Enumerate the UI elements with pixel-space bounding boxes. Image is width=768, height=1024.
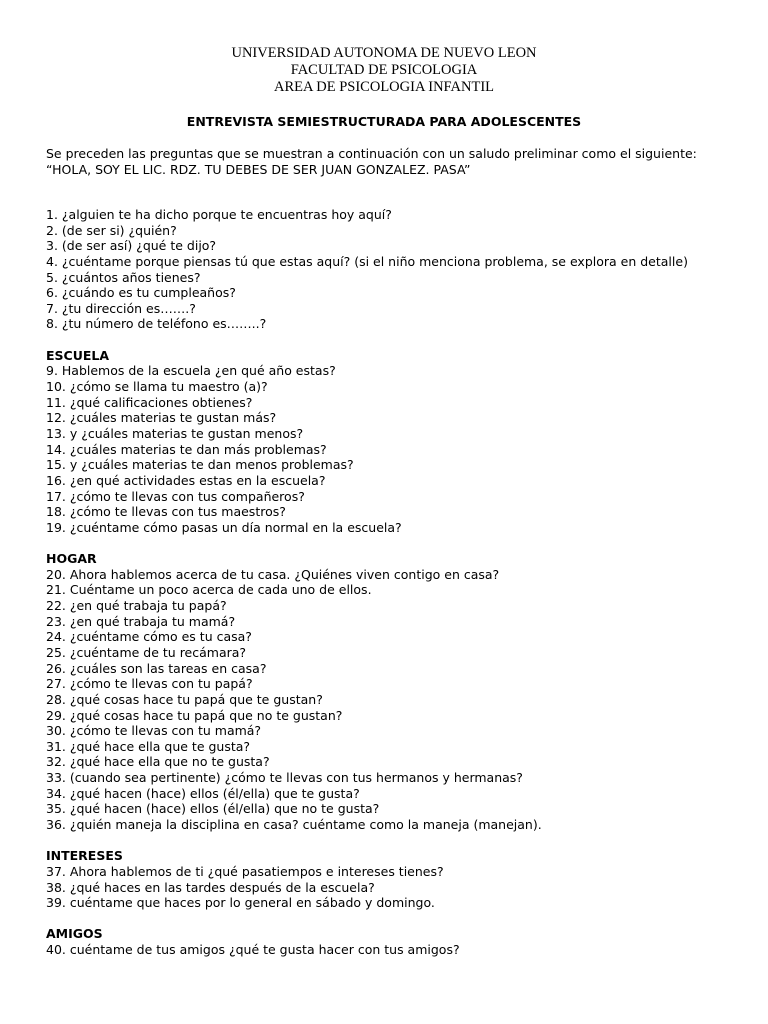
section-title-hogar: HOGAR — [46, 551, 97, 567]
section-spacer — [46, 911, 746, 927]
questions-list — [46, 207, 746, 958]
question-item: 4. ¿cuéntame porque piensas tú que estas aquí? (si el niño menciona problema, se explora en detalle) — [46, 253, 688, 269]
question-item: 21. Cuéntame un poco acerca de cada uno de ellos. — [46, 582, 372, 598]
question-item: 22. ¿en qué trabaja tu papá? — [46, 598, 227, 614]
question-item: 40. cuéntame de tus amigos ¿qué te gusta hacer con tus amigos? — [46, 942, 460, 958]
question-item: 30. ¿cómo te llevas con tu mamá? — [46, 723, 262, 739]
question-item: 33. (cuando sea pertinente) ¿cómo te llevas con tus hermanos y hermanas? — [46, 770, 523, 786]
section-spacer — [46, 535, 746, 551]
university-name: UNIVERSIDAD AUTONOMA DE NUEVO LEON — [231, 45, 537, 61]
question-item: 34. ¿qué hacen (hace) ellos (él/ella) que te gusta? — [46, 785, 360, 801]
question-item: 1. ¿alguien te ha dicho porque te encuentras hoy aquí? — [46, 207, 392, 222]
question-item: 27. ¿cómo te llevas con tu papá? — [46, 676, 253, 692]
question-item: 32. ¿qué hace ella que no te gusta? — [46, 754, 270, 770]
question-item: 36. ¿quién maneja la disciplina en casa? cuéntame como la maneja (manejan). — [46, 816, 542, 832]
question-item: 29. ¿qué cosas hace tu papá que no te gustan? — [46, 707, 343, 723]
faculty-name: FACULTAD DE PSICOLOGIA — [290, 62, 478, 78]
question-item: 20. Ahora hablemos acerca de tu casa. ¿Quiénes viven contigo en casa? — [46, 566, 500, 582]
question-item: 5. ¿cuántos años tienes? — [46, 269, 201, 285]
question-item: 3. (de ser así) ¿qué te dijo? — [46, 238, 217, 254]
question-item: 6. ¿cuándo es tu cumpleaños? — [46, 285, 236, 301]
question-item: 37. Ahora hablemos de ti ¿qué pasatiempos e intereses tienes? — [46, 863, 444, 879]
question-item: 8. ¿tu número de teléfono es……..? — [46, 316, 267, 332]
question-item: 12. ¿cuáles materias te gustan más? — [46, 410, 277, 426]
document-title: ENTREVISTA SEMIESTRUCTURADA PARA ADOLESCENTES — [186, 114, 582, 129]
question-item: 17. ¿cómo te llevas con tus compañeros? — [46, 488, 305, 504]
question-item: 38. ¿qué haces en las tardes después de la escuela? — [46, 879, 375, 895]
question-item: 9. Hablemos de la escuela ¿en qué año estas? — [46, 363, 336, 379]
area-name: AREA DE PSICOLOGIA INFANTIL — [273, 79, 495, 95]
question-item: 10. ¿cómo se llama tu maestro (a)? — [46, 379, 268, 395]
question-item: 15. y ¿cuáles materias te dan menos problemas? — [46, 457, 354, 473]
section-title-escuela: ESCUELA — [46, 347, 110, 363]
section-spacer — [46, 332, 746, 348]
question-item: 16. ¿en qué actividades estas en la escuela? — [46, 472, 326, 488]
question-item: 39. cuéntame que haces por lo general en sábado y domingo. — [46, 895, 435, 911]
question-item: 28. ¿qué cosas hace tu papá que te gustan? — [46, 691, 323, 707]
question-item: 19. ¿cuéntame cómo pasas un día normal en la escuela? — [46, 519, 402, 535]
question-item: 7. ¿tu dirección es…….? — [46, 300, 196, 316]
question-item: 2. (de ser si) ¿quién? — [46, 222, 177, 238]
greeting-line: “HOLA, SOY EL LIC. RDZ. TU DEBES DE SER JUAN GONZALEZ. PASA” — [46, 161, 471, 177]
intro-line: Se preceden las preguntas que se muestran a continuación con un saludo preliminar como el siguiente: — [46, 146, 697, 161]
section-spacer — [46, 833, 746, 849]
question-item: 23. ¿en qué trabaja tu mamá? — [46, 613, 236, 629]
question-item: 11. ¿qué calificaciones obtienes? — [46, 394, 253, 410]
question-item: 18. ¿cómo te llevas con tus maestros? — [46, 504, 286, 520]
question-item: 35. ¿qué hacen (hace) ellos (él/ella) que no te gusta? — [46, 801, 380, 817]
question-item: 14. ¿cuáles materias te dan más problemas? — [46, 441, 327, 457]
document-header — [0, 45, 768, 96]
section-title-amigos: AMIGOS — [46, 926, 103, 942]
question-item: 13. y ¿cuáles materias te gustan menos? — [46, 425, 304, 441]
question-item: 24. ¿cuéntame cómo es tu casa? — [46, 629, 252, 645]
section-title-intereses: INTERESES — [46, 848, 123, 864]
intro-paragraph — [46, 146, 746, 177]
question-item: 25. ¿cuéntame de tu recámara? — [46, 644, 247, 660]
question-item: 26. ¿cuáles son las tareas en casa? — [46, 660, 267, 676]
question-item: 31. ¿qué hace ella que te gusta? — [46, 738, 251, 754]
